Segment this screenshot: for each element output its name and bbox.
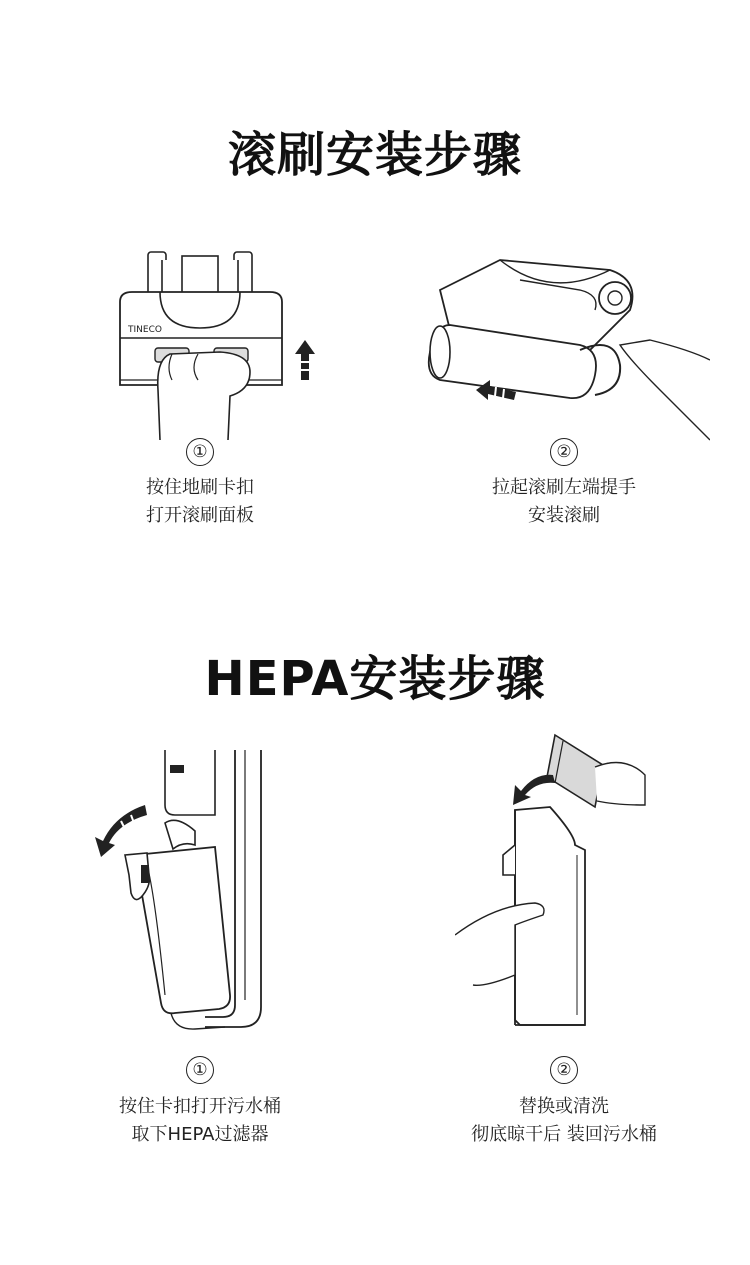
step-number-1: ① — [186, 438, 214, 466]
caption-line: 按住地刷卡扣 — [146, 477, 254, 498]
caption-line: 打开滚刷面板 — [146, 505, 254, 526]
floor-brush-latch-illustration — [100, 240, 330, 440]
caption-line: 取下HEPA过滤器 — [131, 1124, 269, 1145]
step-number-2: ② — [550, 438, 578, 466]
roller-install-title: 滚刷安装步骤 — [227, 127, 522, 183]
caption-line: 安装滚刷 — [528, 505, 600, 526]
step-number-4: ② — [550, 1056, 578, 1084]
roller-install-illustration — [410, 240, 710, 450]
hepa-replace-illustration — [455, 725, 655, 1045]
caption-line: 拉起滚刷左端提手 — [492, 477, 636, 498]
tank-open-illustration — [85, 745, 285, 1045]
caption-line: 彻底晾干后 装回污水桶 — [471, 1124, 657, 1145]
step-caption-3 — [50, 1093, 350, 1149]
step-caption-4 — [414, 1093, 714, 1149]
step-caption-2 — [414, 474, 714, 530]
step-caption-1 — [50, 474, 350, 530]
brush-logo-text: TINECO — [128, 325, 162, 335]
caption-line: 按住卡扣打开污水桶 — [119, 1096, 281, 1117]
caption-line: 替换或清洗 — [519, 1096, 609, 1117]
step-number-3: ① — [186, 1056, 214, 1084]
hepa-install-title: HEPA安装步骤 — [204, 651, 546, 707]
